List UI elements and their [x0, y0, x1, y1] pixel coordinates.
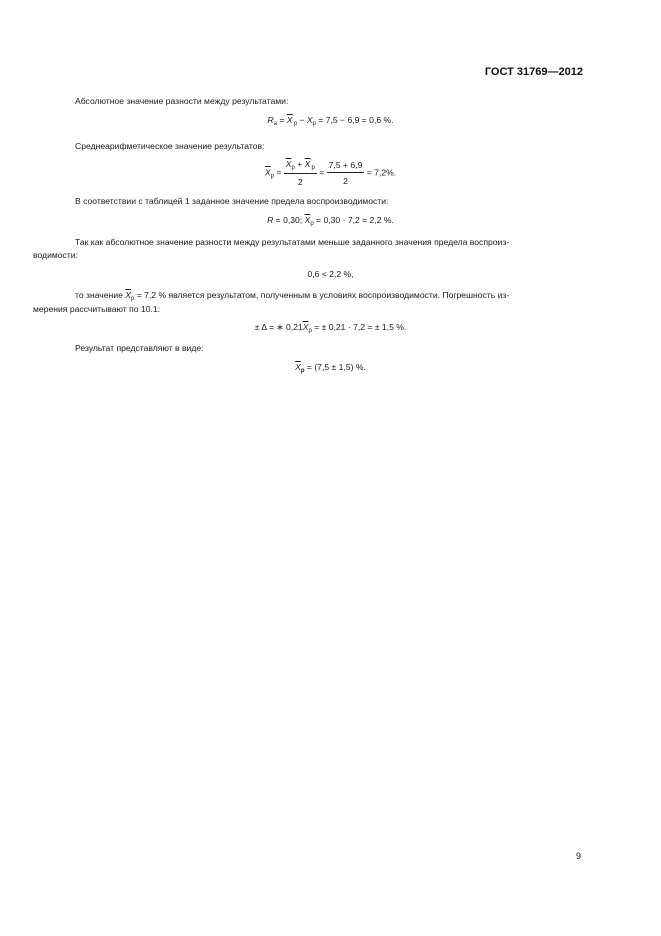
paragraph-reproducibility-limit: В соответствии с таблицей 1 заданное значение предела воспроизводимости:	[75, 196, 389, 206]
formula-comparison: 0,6 < 2,2 %,	[307, 269, 354, 279]
formula-mean-value: $\overline{X}_p$ = $\frac{\overline{X}_p + \overline{X}'_p}{2}$ = $\frac{7,5 + 6,9}{2}$ = 7,2%.	[264, 159, 397, 187]
paragraph-comparison-line2: водимости:	[33, 250, 78, 260]
page-number: 9	[575, 851, 581, 861]
paragraph-absolute-difference: Абсолютное значение разности между результатами:	[75, 96, 289, 106]
fraction-mean-numeric: $\frac{7,5 + 6,9}{2}$	[328, 160, 363, 186]
formula-result: $\overline{X}_p = (7,5 \pm 1,5)$ %.	[295, 362, 366, 374]
formula-error: ± Δ = ∗ $0,21\overline{X}_p$ = ± 0,21 · 7,2 = ± 1,5 %.	[254, 322, 407, 334]
paragraph-conclusion-line2: мерения рассчитывают по 10.1:	[33, 304, 161, 314]
formula-reproducibility-limit: R = 0,30; $\overline{X}_p = 0,30 \cdot 7,2 = 2,2$ %.	[267, 215, 394, 227]
paragraph-conclusion-line1: то значение $\overline{X}_p = 7,2$ % является результатом, полученным в условиях воспроизводимости. Погрешность из-	[75, 290, 510, 302]
paragraph-result-form: Результат представляют в виде:	[75, 343, 204, 353]
formula-absolute-difference: $R_a = \overline{X}'_p - X_p = 7,5 - 6,9 = 0,6$ %.	[267, 115, 394, 127]
document-standard-number: ГОСТ 31769—2012	[484, 66, 583, 78]
paragraph-comparison-line1: Так как абсолютное значение разности между результатами меньше заданного значения предела воспроиз-	[75, 237, 510, 247]
paragraph-mean-value: Среднеарифметическое значение результатов:	[75, 141, 265, 151]
fraction-mean-symbolic: $\frac{\overline{X}_p + \overline{X}'_p}{2}$	[285, 159, 315, 187]
